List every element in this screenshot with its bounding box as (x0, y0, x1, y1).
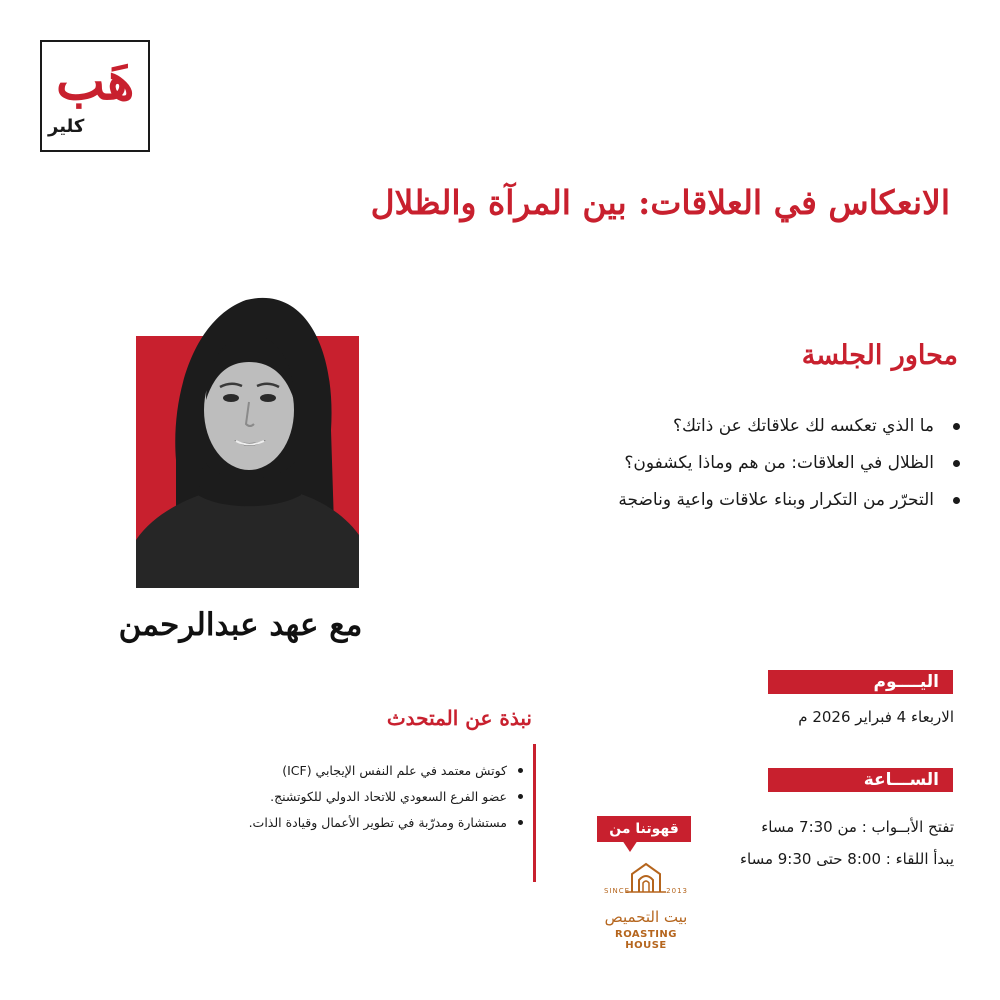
logo-sub-text: كلير (48, 116, 85, 137)
topic-item: ما الذي تعكسه لك علاقاتك عن ذاتك؟ (502, 408, 962, 445)
bio-item: عضو الفرع السعودي للاتحاد الدولي للكوتشنج. (185, 784, 525, 810)
bio-divider (533, 744, 536, 882)
time-label: الســـاعة (768, 768, 953, 792)
brand-logo (40, 40, 150, 152)
sponsor-logo (596, 858, 696, 951)
session-time: يبدأ اللقاء : 8:00 حتى 9:30 مساء (739, 850, 954, 868)
sponsor-name-ar: بيت التحميص (604, 908, 688, 926)
bio-item: مستشارة ومدرّبة في تطوير الأعمال وقيادة الذات. (185, 810, 525, 836)
topic-item: التحرّر من التكرار وبناء علاقات واعية وناضجة (502, 482, 962, 519)
logo-main-text: هَب (56, 51, 135, 112)
sponsor-name-en: ROASTING HOUSE (615, 929, 677, 951)
topics-heading: محاور الجلسة (801, 340, 958, 371)
event-title: الانعكاس في العلاقات: بين المرآة والظلال (370, 183, 950, 222)
topics-list (502, 408, 962, 519)
sponsor-tag: قهوتنا من (597, 816, 691, 842)
speaker-photo (136, 290, 359, 588)
sponsor-tag-pointer (622, 840, 638, 852)
bio-heading: نبذة عن المتحدث (386, 706, 532, 730)
sponsor-since: SINCE (604, 887, 631, 895)
bio-item: كوتش معتمد في علم النفس الإيجابي (ICF) (185, 758, 525, 784)
day-label: اليــــوم (768, 670, 953, 694)
day-value: الاربعاء 4 فبراير 2026 م (798, 708, 954, 726)
doors-open-time: تفتح الأبــواب : من 7:30 مساء (761, 818, 954, 836)
sponsor-year: 2013 (666, 887, 688, 895)
speaker-name: مع عهد عبدالرحمن (118, 607, 363, 643)
bio-list (185, 758, 525, 836)
topic-item: الظلال في العلاقات: من هم وماذا يكشفون؟ (502, 445, 962, 482)
